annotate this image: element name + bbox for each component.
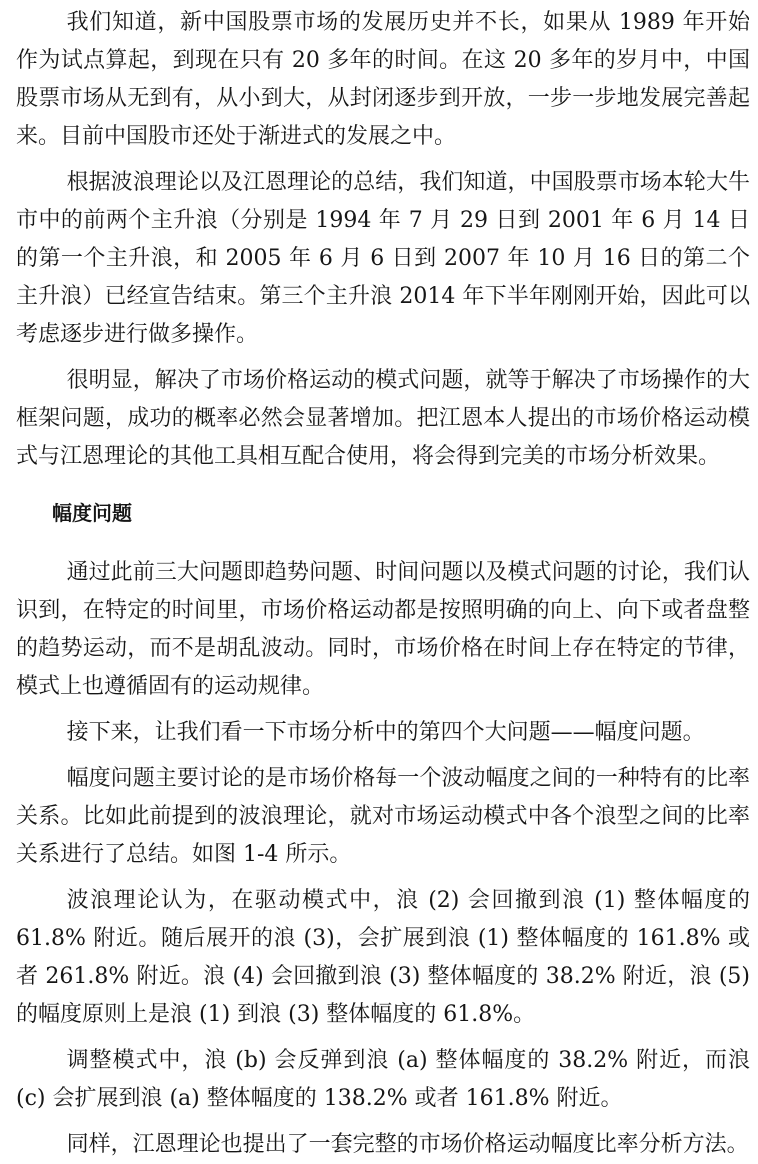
section-heading: 幅度问题 — [52, 501, 132, 525]
paragraph-main-waves: 根据波浪理论以及江恩理论的总结，我们知道，中国股票市场本轮大牛市中的前两个主升浪（分别是 1994 年 7 月 29 日到 2001 年 6 月 14 日的第一个主升浪，和 2005 年 6 月 6 日到 2007 年 10 月 16 日的第二个主升浪）已经宣告结束。第三个主升浪 2014 年下半年刚刚开始，因此可以考虑逐步进行做多操作。 — [16, 170, 750, 347]
paragraph-three-problems: 通过此前三大问题即趋势问题、时间问题以及模式问题的讨论，我们认识到，在特定的时间里，市场价格运动都是按照明确的向上、向下或者盘整的趋势运动，而不是胡乱波动。同时，市场价格在时间上存在特定的节律，模式上也遵循固有的运动规律。 — [16, 560, 750, 699]
paragraph-pattern-conclusion: 很明显，解决了市场价格运动的模式问题，就等于解决了市场操作的大框架问题，成功的概率必然会显著增加。把江恩本人提出的市场价格运动模式与江恩理论的其他工具相互配合使用，将会得到完美的市场分析效果。 — [16, 368, 750, 469]
document-page — [16, 0, 750, 1164]
paragraph-market-history: 我们知道，新中国股票市场的发展历史并不长，如果从 1989 年开始作为试点算起，到现在只有 20 多年的时间。在这 20 多年的岁月中，中国股票市场从无到有，从小到大，从封闭逐步到开放，一步一步地发展完善起来。目前中国股市还处于渐进式的发展之中。 — [16, 10, 750, 149]
paragraph-fourth-problem: 接下来，让我们看一下市场分析中的第四个大问题——幅度问题。 — [66, 720, 705, 745]
paragraph-gann-ratios: 同样，江恩理论也提出了一套完整的市场价格运动幅度比率分析方法。 — [66, 1132, 749, 1157]
paragraph-impulse-ratios: 波浪理论认为，在驱动模式中，浪 (2) 会回撤到浪 (1) 整体幅度的 61.8% 附近。随后展开的浪 (3)，会扩展到浪 (1) 整体幅度的 161.8% 或者 261.8% 附近。浪 (4) 会回撤到浪 (3) 整体幅度的 38.2% 附近，浪 (5) 的幅度原则上是浪 (1) 到浪 (3) 整体幅度的 61.8%。 — [16, 888, 750, 1027]
paragraph-corrective-ratios: 调整模式中，浪 (b) 会反弹到浪 (a) 整体幅度的 38.2% 附近，而浪 (c) 会扩展到浪 (a) 整体幅度的 138.2% 或者 161.8% 附近。 — [16, 1048, 750, 1111]
paragraph-ratio-relation: 幅度问题主要讨论的是市场价格每一个波动幅度之间的一种特有的比率关系。比如此前提到的波浪理论，就对市场运动模式中各个浪型之间的比率关系进行了总结。如图 1-4 所示。 — [16, 766, 750, 867]
